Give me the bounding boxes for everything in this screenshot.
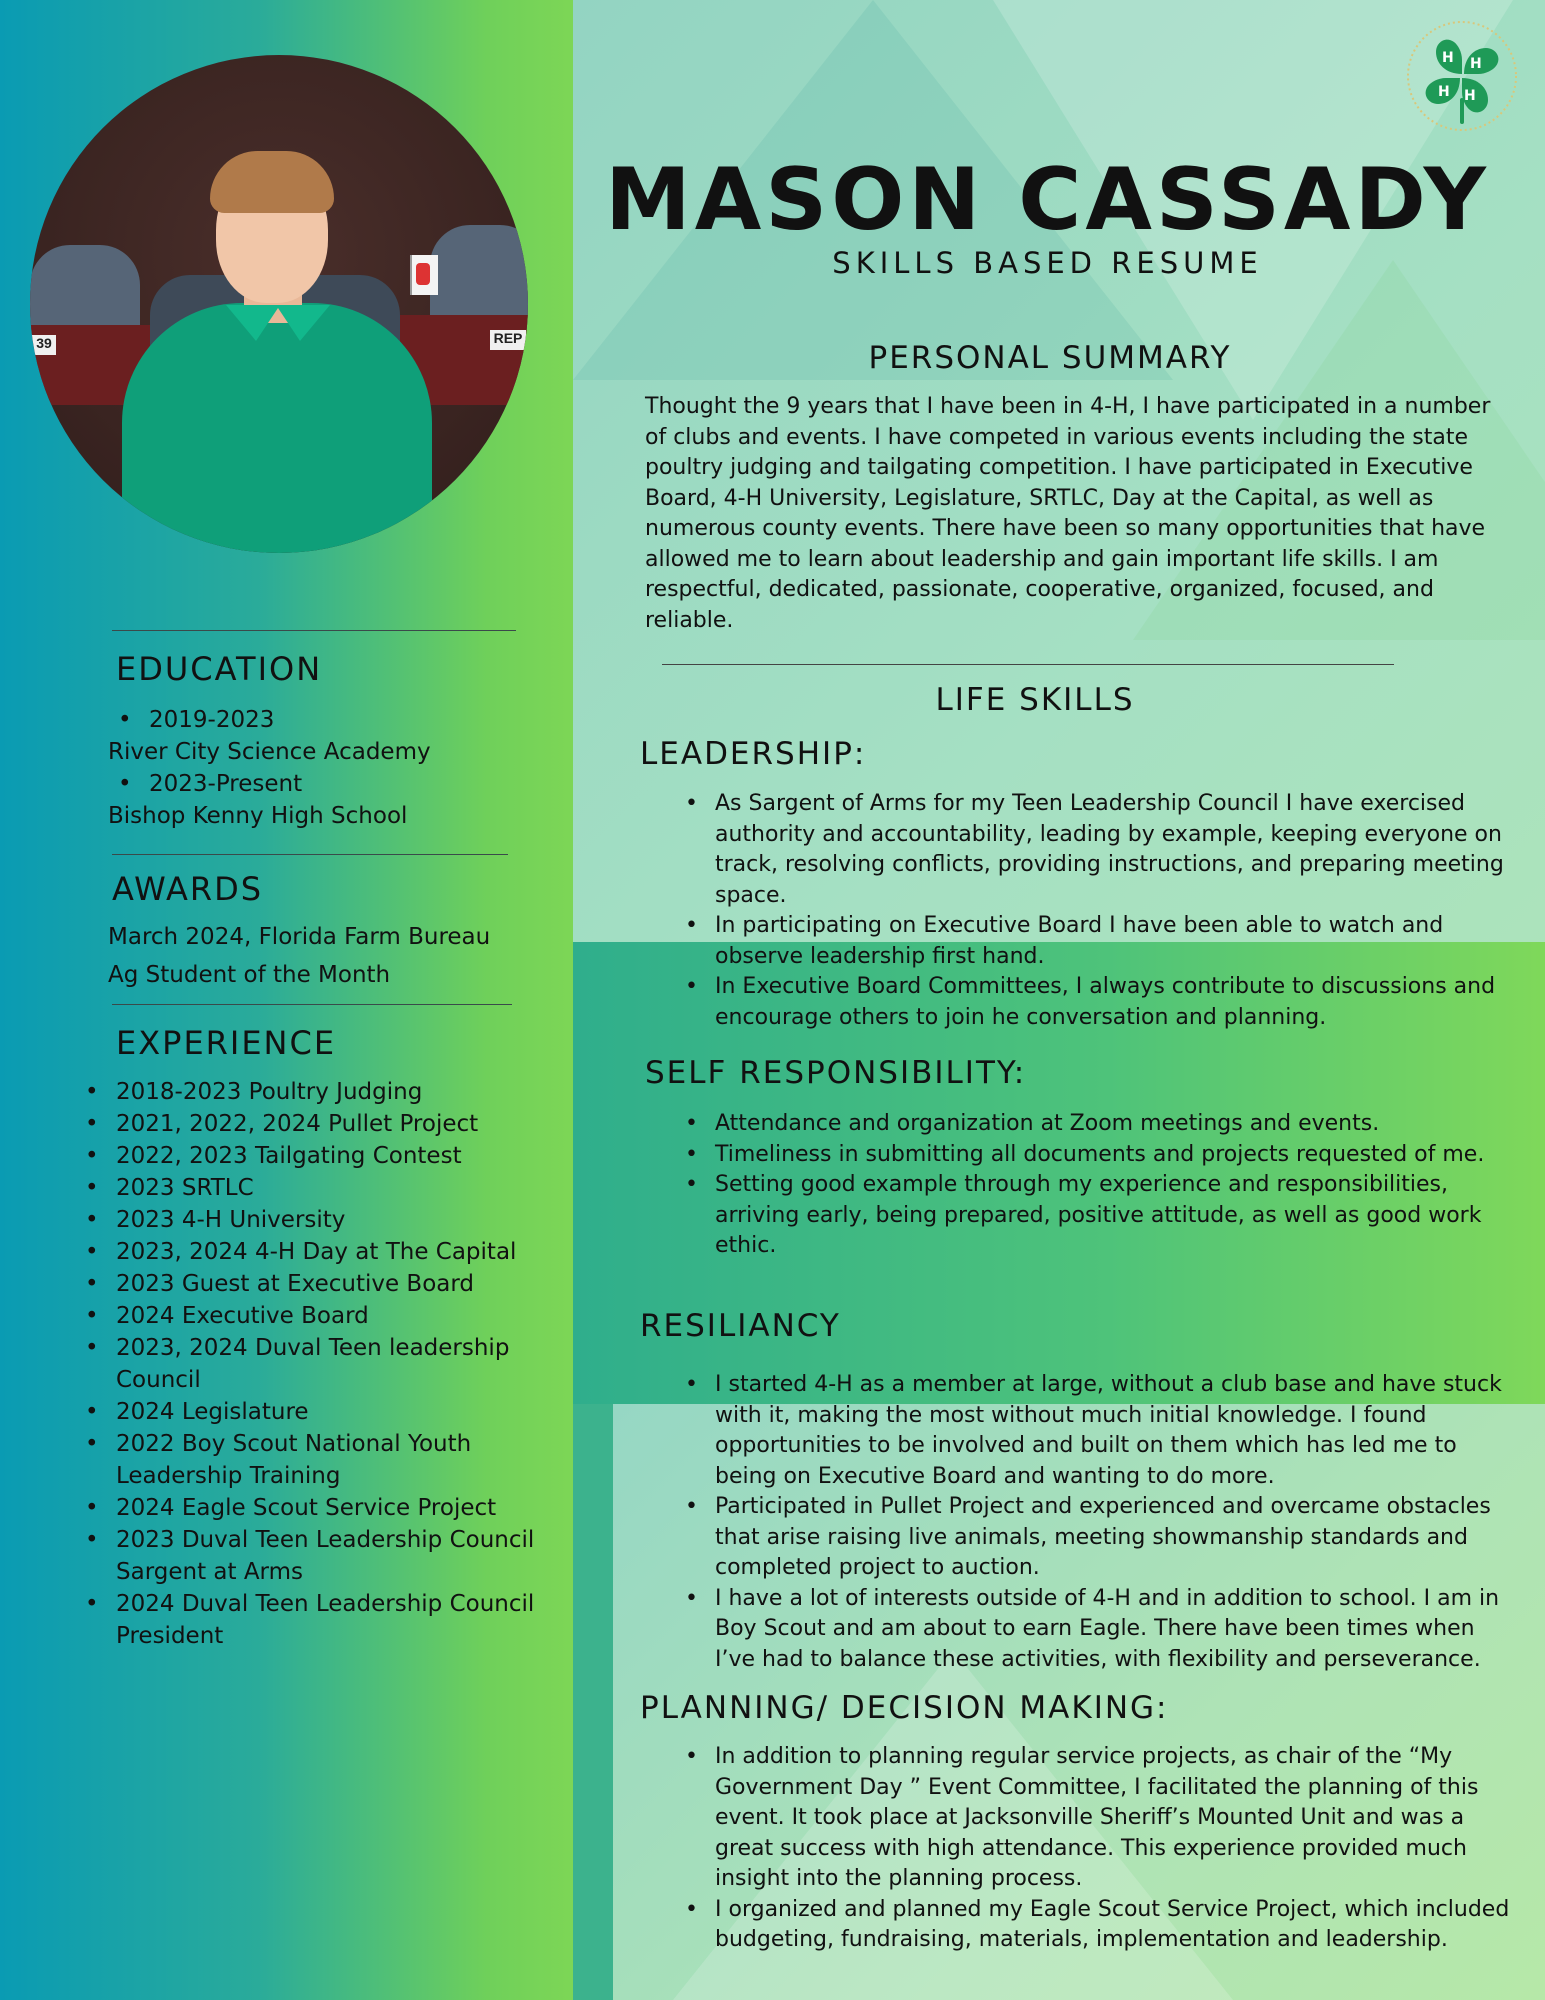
resiliancy-list: [685, 1370, 1515, 1675]
self-responsibility-item: • Timeliness in submitting all documents and projects requested of me.: [685, 1140, 1515, 1171]
leadership-item: • As Sargent of Arms for my Teen Leadership Council I have exercised authority and accountability, leading by example, keeping everyone on track, resolving conflicts, providing instructions, and preparing meeting space.: [685, 789, 1515, 911]
experience-item: • 2022, 2023 Tailgating Contest: [85, 1140, 555, 1172]
awards-text: [108, 918, 558, 994]
svg-text:H: H: [1438, 84, 1450, 100]
svg-text:H: H: [1464, 88, 1476, 104]
divider-education: [112, 630, 516, 631]
flag-emblem: [416, 263, 430, 285]
desk-plate-left: 39: [32, 335, 56, 355]
self-responsibility-item: • Setting good example through my experience and responsibilities, arriving early, being prepared, positive attitude, as well as good work ethic.: [685, 1170, 1515, 1262]
left-sidebar: [0, 0, 573, 2000]
four-h-clover-icon: [1406, 20, 1518, 132]
education-list: [108, 704, 558, 832]
experience-item: • 2023 SRTLC: [85, 1172, 555, 1204]
education-years: • 2019-2023: [118, 704, 558, 736]
svg-text:H: H: [1470, 56, 1482, 72]
summary-heading: PERSONAL SUMMARY: [868, 340, 1232, 376]
collar-left: [226, 305, 280, 341]
desk-plate-right: REP: [490, 330, 526, 350]
divider-experience: [112, 1004, 512, 1005]
experience-list: [85, 1076, 555, 1652]
resume-name: MASON CASSADY: [605, 150, 1490, 250]
experience-item: • 2021, 2022, 2024 Pullet Project: [85, 1108, 555, 1140]
divider-life-skills: [662, 664, 1394, 665]
resiliancy-item: • I started 4-H as a member at large, without a club base and have stuck with it, making the most without much initial knowledge. I found opportunities to be involved and built on them which has led me to being on Executive Board and wanting to do more.: [685, 1370, 1515, 1492]
experience-item: • 2024 Eagle Scout Service Project: [85, 1492, 555, 1524]
svg-text:H: H: [1442, 50, 1454, 66]
resume-subtitle: SKILLS BASED RESUME: [832, 246, 1263, 280]
self-responsibility-list: [685, 1109, 1515, 1262]
person-hair: [210, 151, 334, 213]
education-school: Bishop Kenny High School: [108, 803, 408, 829]
leadership-item: • In Executive Board Committees, I always contribute to discussions and encourage others to join he conversation and planning.: [685, 972, 1515, 1033]
planning-item: • In addition to planning regular service projects, as chair of the “My Government Day ” Event Committee, I facilitated the planning of this event. It took place at Jacksonville Sheriff’s Mounted Unit and was a great success with high attendance. This experience provided much insight into the planning process.: [685, 1742, 1515, 1895]
resiliancy-item: • I have a lot of interests outside of 4-H and in addition to school. I am in Boy Scout and am about to earn Eagle. There have been times when I’ve had to balance these activities, with flexibility and perseverance.: [685, 1584, 1515, 1676]
education-school: River City Science Academy: [108, 739, 431, 765]
leadership-heading: LEADERSHIP:: [640, 736, 867, 772]
self-responsibility-item: • Attendance and organization at Zoom meetings and events.: [685, 1109, 1515, 1140]
experience-item: • 2023, 2024 4-H Day at The Capital: [85, 1236, 555, 1268]
experience-item: • 2022 Boy Scout National Youth Leadership Training: [85, 1428, 555, 1492]
life-skills-heading: LIFE SKILLS: [935, 682, 1135, 718]
self-responsibility-heading: SELF RESPONSIBILITY:: [645, 1055, 1027, 1091]
profile-photo: [30, 55, 528, 553]
experience-item: • 2023, 2024 Duval Teen leadership Council: [85, 1332, 555, 1396]
experience-item: • 2023 4-H University: [85, 1204, 555, 1236]
leadership-item: • In participating on Executive Board I have been able to watch and observe leadership first hand.: [685, 911, 1515, 972]
collar-right: [276, 305, 330, 341]
experience-item: • 2018-2023 Poultry Judging: [85, 1076, 555, 1108]
education-heading: EDUCATION: [116, 650, 323, 688]
resiliancy-item: • Participated in Pullet Project and experienced and overcame obstacles that arise raising live animals, meeting showmanship standards and completed project to auction.: [685, 1492, 1515, 1584]
experience-item: • 2024 Duval Teen Leadership Council President: [85, 1588, 555, 1652]
award-line: Ag Student of the Month: [108, 962, 391, 988]
experience-heading: EXPERIENCE: [116, 1024, 337, 1062]
experience-item: • 2024 Legislature: [85, 1396, 555, 1428]
low-band-edge: [573, 1404, 613, 2000]
award-line: March 2024, Florida Farm Bureau: [108, 924, 491, 950]
experience-item: • 2023 Guest at Executive Board: [85, 1268, 555, 1300]
planning-heading: PLANNING/ DECISION MAKING:: [640, 1690, 1169, 1726]
experience-item: • 2023 Duval Teen Leadership Council Sargent at Arms: [85, 1524, 555, 1588]
education-years: • 2023-Present: [118, 768, 558, 800]
summary-text: Thought the 9 years that I have been in 4-H, I have participated in a number of clubs and events. I have competed in various events including the state poultry judging and tailgating competition. I have participated in Executive Board, 4-H University, Legislature, SRTLC, Day at the Capital, as well as numerous county events. There have been so many opportunities that have allowed me to learn about leadership and gain important life skills. I am respectful, dedicated, passionate, cooperative, organized, focused, and reliable.: [645, 394, 1491, 633]
resiliancy-heading: RESILIANCY: [640, 1308, 841, 1344]
awards-heading: AWARDS: [112, 870, 264, 908]
planning-list: [685, 1742, 1515, 1956]
experience-item: • 2024 Executive Board: [85, 1300, 555, 1332]
divider-awards: [112, 854, 508, 855]
leadership-list: [685, 789, 1515, 1033]
planning-item: • I organized and planned my Eagle Scout Service Project, which included budgeting, fundraising, materials, implementation and leadership.: [685, 1895, 1515, 1956]
